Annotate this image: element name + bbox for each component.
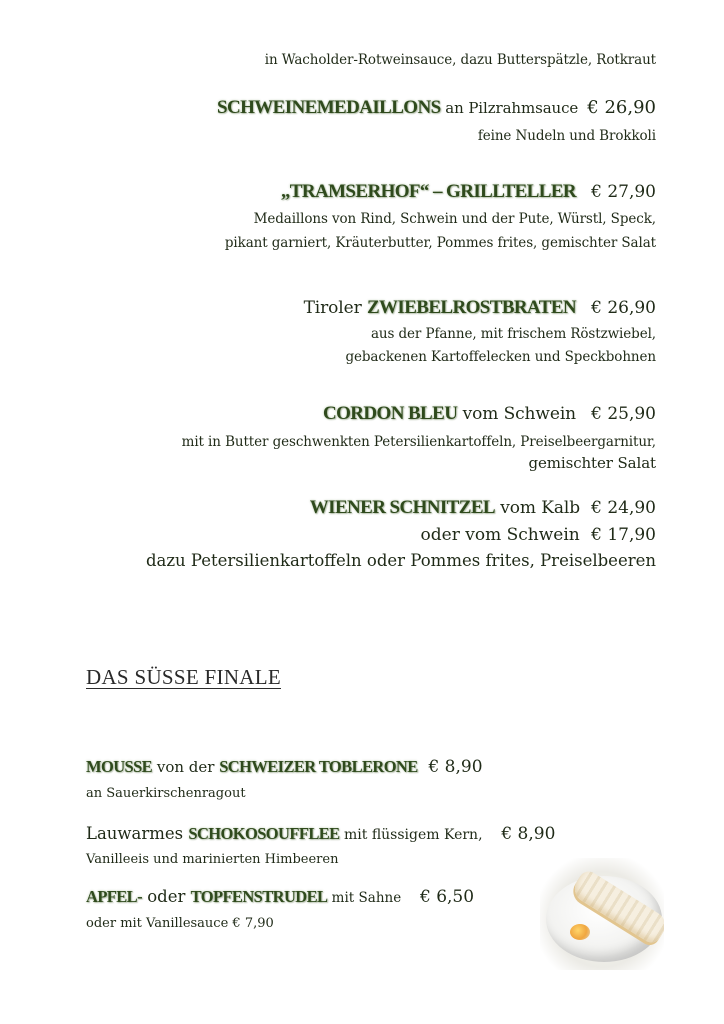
dessert-title-mousse	[86, 759, 483, 776]
dish-title-cordon-bleu	[323, 404, 656, 423]
continued-description: in Wacholder-Rotweinsauce, dazu Butterspätzle, Rotkraut	[264, 52, 656, 68]
dish-name: WIENER SCHNITZEL	[309, 497, 495, 518]
dish-alt-option	[421, 527, 656, 544]
dish-title-zwiebelrostbraten	[304, 298, 656, 317]
dish-description-line: gebackenen Kartoffelecken und Speckbohnen	[345, 349, 656, 365]
dessert-title-schokosoufflee	[86, 826, 555, 843]
apple-strudel-photo	[540, 858, 664, 970]
section-title-desserts: DAS SÜSSE FINALE	[86, 665, 281, 689]
dish-title-schweinemedaillons	[217, 98, 656, 117]
dessert-price: € 8,90	[501, 824, 556, 844]
dessert-name-part: SCHWEIZER TOBLERONE	[219, 757, 418, 776]
dish-description-line: dazu Petersilienkartoffeln oder Pommes frites, Preiselbeeren	[145, 551, 656, 570]
dish-name: SCHWEINEMEDAILLONS	[216, 97, 441, 118]
dessert-price: € 6,50	[419, 887, 475, 907]
dessert-name-part: MOUSSE	[86, 757, 153, 776]
alt-option-label: oder vom Schwein	[420, 525, 580, 545]
dish-price: € 25,90	[591, 404, 656, 424]
dish-suffix: an Pilzrahmsauce	[440, 99, 579, 117]
description-text: mit in Butter geschwenkten Petersilienkartoffeln, Preiselbeergarnitur,	[181, 434, 656, 450]
dish-price: € 24,90	[591, 498, 656, 518]
dessert-description: an Sauerkirschenragout	[86, 786, 246, 801]
dessert-title-strudel	[86, 889, 474, 906]
dish-description-line: aus der Pfanne, mit frischem Röstzwiebel,	[370, 326, 656, 342]
dish-title-wiener-schnitzel	[310, 498, 656, 517]
dish-description-line	[182, 436, 656, 450]
dessert-name-part: APFEL-	[86, 887, 142, 906]
dish-description-line: Medaillons von Rind, Schwein und der Pute, Würstl, Speck,	[253, 211, 656, 227]
dish-description: feine Nudeln und Brokkoli	[477, 128, 656, 144]
dish-suffix: vom Schwein	[457, 404, 577, 424]
dessert-name-part: SCHOKOSOUFFLEE	[188, 824, 340, 843]
dish-suffix: vom Kalb	[494, 498, 581, 518]
dish-price: € 27,90	[591, 182, 656, 202]
dessert-suffix: mit Sahne	[327, 890, 402, 906]
dish-name: CORDON BLEU	[322, 403, 458, 424]
dish-price: € 26,90	[587, 97, 656, 118]
physalis-garnish-image	[570, 924, 590, 940]
dish-prefix: Tiroler	[303, 298, 367, 318]
dish-description-line: gemischter Salat	[528, 454, 656, 472]
dessert-connector: oder	[141, 887, 191, 906]
dish-description-line: pikant garniert, Kräuterbutter, Pommes frites, gemischter Salat	[224, 235, 656, 251]
dish-title-grillteller	[281, 182, 656, 201]
dessert-price: € 8,90	[428, 757, 483, 777]
dessert-description: Vanilleeis und marinierten Himbeeren	[86, 852, 339, 867]
alt-option-price: € 17,90	[591, 525, 656, 545]
dish-price: € 26,90	[591, 298, 656, 318]
dessert-name-part: TOPFENSTRUDEL	[190, 887, 328, 906]
dessert-prefix: Lauwarmes	[86, 824, 189, 843]
dish-name: ZWIEBELROSTBRATEN	[366, 297, 577, 318]
dessert-connector: von der	[152, 758, 220, 776]
dessert-description: oder mit Vanillesauce € 7,90	[86, 916, 274, 931]
dessert-suffix: mit flüssigem Kern,	[339, 827, 483, 843]
dish-name: „TRAMSERHOF“ – GRILLTELLER	[280, 181, 577, 202]
